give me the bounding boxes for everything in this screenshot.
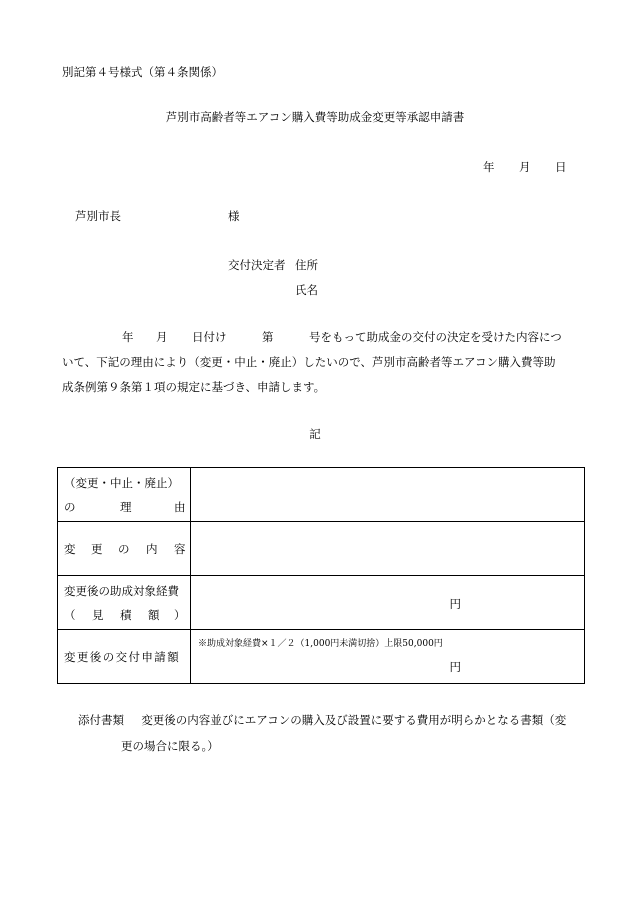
grant-request-label: 変更後の交付申請額	[64, 650, 181, 664]
reason-label-yu: 由	[174, 500, 186, 514]
subsidy-cost-label-mi: 見	[92, 608, 104, 622]
addressee-name: 芦別市長	[75, 209, 121, 223]
change-content-label-3: 内	[146, 542, 158, 556]
form-number: 別記第４号様式（第４条関係）	[62, 65, 223, 79]
change-content-row	[58, 522, 585, 576]
date-month-label: 月	[519, 160, 531, 174]
subsidy-cost-label-gaku: 額	[148, 608, 160, 622]
reason-label-line1: （変更・中止・廃止）	[64, 476, 179, 490]
document-title: 芦別市高齢者等エアコン購入費等助成金変更等承認申請書	[165, 110, 465, 124]
change-content-label-2: の	[118, 542, 130, 556]
attachment-label: 添付書類	[78, 713, 124, 727]
body-day-dated: 日付け	[192, 330, 227, 344]
reason-label-cell	[58, 468, 191, 522]
reason-row	[58, 468, 585, 522]
subsidy-cost-label-paren-close: ）	[174, 608, 186, 622]
body-line3: 成条例第９条第１項の規定に基づき、申請します。	[62, 380, 326, 394]
attachment-text-line1: 変更後の内容並びにエアコンの購入及び設置に要する費用が明らかとなる書類（変	[141, 713, 567, 727]
applicant-role: 交付決定者	[228, 258, 286, 272]
subsidy-cost-yen-unit: 円	[449, 597, 461, 611]
applicant-address-label: 住所	[295, 258, 318, 272]
subsidy-cost-label-paren-open: （	[64, 608, 76, 622]
body-month: 月	[156, 330, 168, 344]
subsidy-cost-label-cell	[58, 576, 191, 630]
grant-request-value-cell[interactable]	[191, 630, 585, 684]
ki-heading: 記	[309, 427, 321, 441]
reason-label-ri: 理	[120, 500, 132, 514]
reason-label-no: の	[64, 500, 76, 514]
subsidy-cost-label-line1: 変更後の助成対象経費	[64, 584, 179, 598]
subsidy-cost-value-cell[interactable]	[191, 576, 585, 630]
body-number-prefix: 第	[262, 330, 274, 344]
grant-calculation-note: ※助成対象経費×１／２（1,000円未満切捨）上限50,000円	[198, 639, 443, 649]
date-day-label: 日	[555, 160, 567, 174]
change-content-label-cell	[58, 522, 191, 576]
attachment-text-line2: 更の場合に限る。）	[121, 739, 219, 753]
grant-request-row	[58, 630, 585, 684]
body-line2: いて、下記の理由により（変更・中止・廃止）したいので、芦別市高齢者等エアコン購入費等助	[62, 355, 556, 369]
reason-value-cell[interactable]	[191, 468, 585, 522]
change-content-label-4: 容	[174, 542, 186, 556]
grant-request-label-cell	[58, 630, 191, 684]
subsidy-cost-row	[58, 576, 585, 630]
attachment-line1	[78, 713, 566, 727]
applicant-name-label: 氏名	[295, 283, 318, 297]
application-table	[57, 467, 585, 684]
body-year: 年	[122, 330, 134, 344]
grant-request-yen-unit: 円	[449, 660, 461, 674]
change-content-label-1: 更	[91, 542, 103, 556]
subsidy-cost-label-seki: 積	[120, 608, 132, 622]
body-line1-rest: 号をもって助成金の交付の決定を受けた内容につ	[309, 330, 562, 344]
change-content-label-0: 変	[64, 542, 76, 556]
change-content-value-cell[interactable]	[191, 522, 585, 576]
addressee-honorific: 様	[228, 209, 240, 223]
date-year-label: 年	[483, 160, 495, 174]
